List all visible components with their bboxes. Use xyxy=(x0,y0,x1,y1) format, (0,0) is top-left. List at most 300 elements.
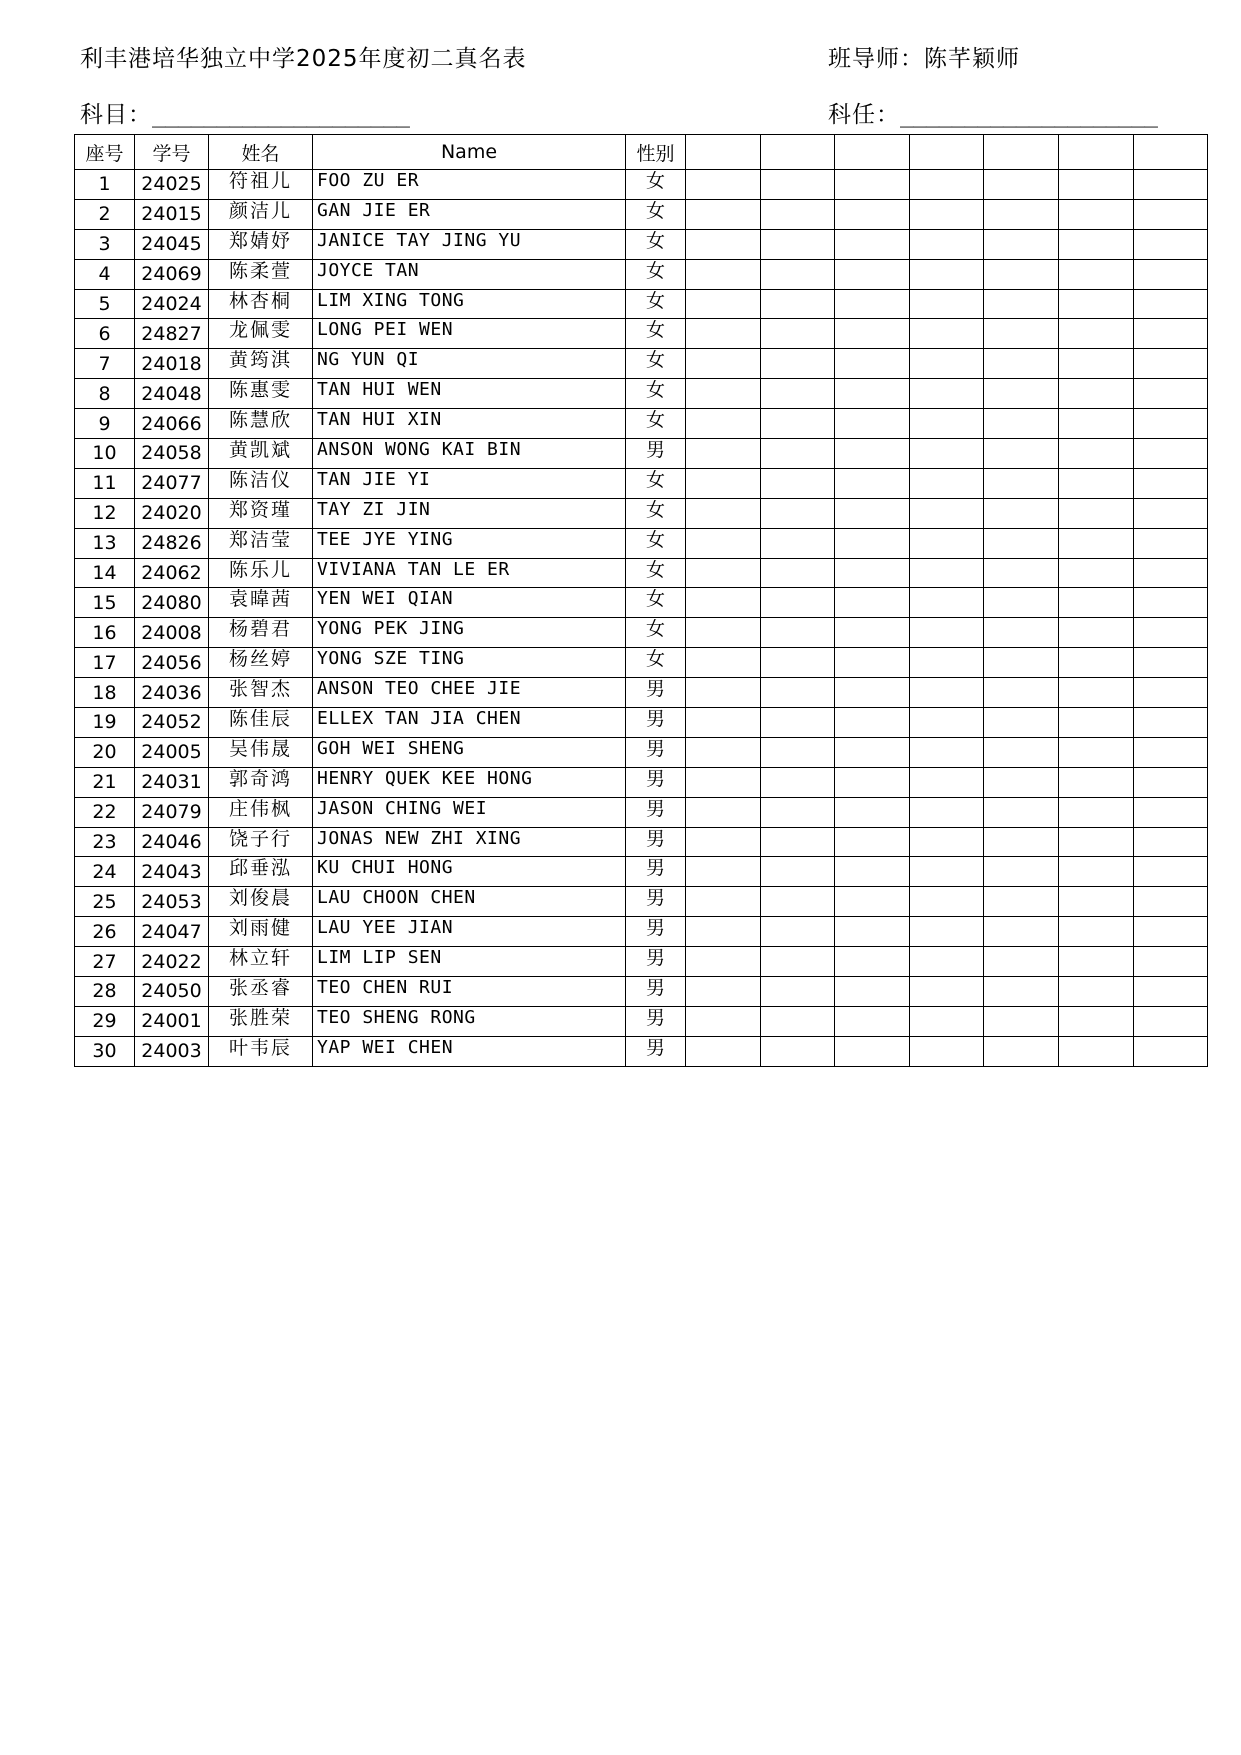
name-cell: ANSON WONG KAI BIN xyxy=(313,439,626,469)
blank-cell[interactable] xyxy=(686,468,761,498)
blank-cell[interactable] xyxy=(910,588,984,618)
blank-cell[interactable] xyxy=(761,1006,835,1036)
blank-cell[interactable] xyxy=(910,558,984,588)
blank-cell[interactable] xyxy=(1059,588,1134,618)
blank-cell[interactable] xyxy=(686,917,761,947)
table-row xyxy=(75,857,1208,887)
blank-cell[interactable] xyxy=(984,558,1059,588)
blank-cell[interactable] xyxy=(835,199,910,229)
blank-cell[interactable] xyxy=(686,229,761,259)
chinese-name-cell: 杨丝婷 xyxy=(209,648,313,678)
blank-cell[interactable] xyxy=(686,678,761,708)
blank-cell[interactable] xyxy=(835,319,910,349)
blank-cell[interactable] xyxy=(1134,678,1208,708)
seat-cell: 13 xyxy=(75,528,135,558)
student-id-cell: 24015 xyxy=(135,199,209,229)
blank-cell[interactable] xyxy=(1134,199,1208,229)
blank-cell[interactable] xyxy=(910,797,984,827)
blank-cell[interactable] xyxy=(835,349,910,379)
blank-cell[interactable] xyxy=(1059,468,1134,498)
blank-cell[interactable] xyxy=(1134,229,1208,259)
name-cell: YONG SZE TING xyxy=(313,648,626,678)
blank-cell[interactable] xyxy=(984,439,1059,469)
blank-cell[interactable] xyxy=(835,468,910,498)
blank-cell[interactable] xyxy=(761,857,835,887)
name-cell: TAN HUI WEN xyxy=(313,379,626,409)
name-cell: JANICE TAY JING YU xyxy=(313,229,626,259)
student-id-cell: 24052 xyxy=(135,708,209,738)
blank-cell[interactable] xyxy=(761,947,835,977)
blank-cell[interactable] xyxy=(835,229,910,259)
gender-cell: 女 xyxy=(626,229,686,259)
col-seat-header: 座号 xyxy=(75,135,135,170)
blank-cell[interactable] xyxy=(686,498,761,528)
blank-cell[interactable] xyxy=(1134,409,1208,439)
gender-cell: 男 xyxy=(626,797,686,827)
blank-cell[interactable] xyxy=(984,827,1059,857)
gender-cell: 女 xyxy=(626,289,686,319)
blank-cell[interactable] xyxy=(910,767,984,797)
chinese-name-cell: 黄凯斌 xyxy=(209,439,313,469)
chinese-name-cell: 陈柔萱 xyxy=(209,259,313,289)
student-id-cell: 24827 xyxy=(135,319,209,349)
blank-cell[interactable] xyxy=(984,199,1059,229)
blank-cell[interactable] xyxy=(1059,289,1134,319)
blank-cell[interactable] xyxy=(761,468,835,498)
blank-cell[interactable] xyxy=(835,439,910,469)
blank-cell[interactable] xyxy=(686,708,761,738)
blank-cell[interactable] xyxy=(984,409,1059,439)
blank-cell[interactable] xyxy=(984,379,1059,409)
gender-cell: 女 xyxy=(626,409,686,439)
student-id-cell: 24020 xyxy=(135,498,209,528)
table-row xyxy=(75,528,1208,558)
blank-cell[interactable] xyxy=(686,259,761,289)
blank-cell[interactable] xyxy=(686,379,761,409)
chinese-name-cell: 陈惠雯 xyxy=(209,379,313,409)
blank-cell[interactable] xyxy=(910,349,984,379)
blank-cell[interactable] xyxy=(910,917,984,947)
blank-cell[interactable] xyxy=(686,199,761,229)
blank-cell[interactable] xyxy=(984,170,1059,200)
blank-cell[interactable] xyxy=(686,797,761,827)
blank-cell[interactable] xyxy=(761,379,835,409)
blank-cell[interactable] xyxy=(984,618,1059,648)
blank-cell[interactable] xyxy=(686,528,761,558)
blank-cell[interactable] xyxy=(910,737,984,767)
blank-cell[interactable] xyxy=(761,678,835,708)
blank-cell[interactable] xyxy=(1134,289,1208,319)
blank-cell[interactable] xyxy=(686,767,761,797)
seat-cell: 25 xyxy=(75,887,135,917)
blank-cell[interactable] xyxy=(1059,199,1134,229)
blank-cell[interactable] xyxy=(1059,439,1134,469)
student-id-cell: 24024 xyxy=(135,289,209,319)
blank-cell[interactable] xyxy=(1134,170,1208,200)
col-id-header: 学号 xyxy=(135,135,209,170)
blank-cell[interactable] xyxy=(1134,977,1208,1007)
blank-cell[interactable] xyxy=(1059,349,1134,379)
table-row xyxy=(75,349,1208,379)
blank-cell[interactable] xyxy=(984,767,1059,797)
student-id-cell: 24045 xyxy=(135,229,209,259)
blank-cell[interactable] xyxy=(686,1006,761,1036)
blank-cell[interactable] xyxy=(686,887,761,917)
name-cell: LIM LIP SEN xyxy=(313,947,626,977)
blank-cell[interactable] xyxy=(761,648,835,678)
blank-cell[interactable] xyxy=(1059,259,1134,289)
seat-cell: 18 xyxy=(75,678,135,708)
blank-cell[interactable] xyxy=(984,349,1059,379)
blank-cell[interactable] xyxy=(1059,887,1134,917)
blank-cell[interactable] xyxy=(984,259,1059,289)
student-id-cell: 24077 xyxy=(135,468,209,498)
table-row xyxy=(75,199,1208,229)
blank-cell[interactable] xyxy=(761,259,835,289)
blank-cell[interactable] xyxy=(686,439,761,469)
seat-cell: 10 xyxy=(75,439,135,469)
student-id-cell: 24047 xyxy=(135,917,209,947)
blank-cell[interactable] xyxy=(910,319,984,349)
chinese-name-cell: 袁暐茜 xyxy=(209,588,313,618)
chinese-name-cell: 龙佩雯 xyxy=(209,319,313,349)
blank-cell[interactable] xyxy=(686,827,761,857)
blank-cell[interactable] xyxy=(984,648,1059,678)
blank-cell[interactable] xyxy=(835,678,910,708)
gender-cell: 男 xyxy=(626,947,686,977)
blank-cell[interactable] xyxy=(1134,887,1208,917)
subject-label: 科目： xyxy=(80,102,152,128)
name-cell: FOO ZU ER xyxy=(313,170,626,200)
blank-cell[interactable] xyxy=(1059,857,1134,887)
student-id-cell: 24018 xyxy=(135,349,209,379)
chinese-name-cell: 郑婧妤 xyxy=(209,229,313,259)
blank-cell[interactable] xyxy=(1134,349,1208,379)
seat-cell: 16 xyxy=(75,618,135,648)
blank-cell[interactable] xyxy=(1134,558,1208,588)
blank-cell[interactable] xyxy=(1059,737,1134,767)
student-id-cell: 24003 xyxy=(135,1036,209,1066)
name-cell: JONAS NEW ZHI XING xyxy=(313,827,626,857)
blank-cell[interactable] xyxy=(686,349,761,379)
blank-cell[interactable] xyxy=(1059,379,1134,409)
table-row xyxy=(75,708,1208,738)
blank-cell[interactable] xyxy=(686,170,761,200)
blank-cell[interactable] xyxy=(761,289,835,319)
seat-cell: 5 xyxy=(75,289,135,319)
blank-cell[interactable] xyxy=(1134,917,1208,947)
blank-cell[interactable] xyxy=(1134,827,1208,857)
blank-cell[interactable] xyxy=(1059,977,1134,1007)
blank-cell[interactable] xyxy=(761,409,835,439)
student-id-cell: 24022 xyxy=(135,947,209,977)
blank-cell[interactable] xyxy=(761,439,835,469)
blank-cell[interactable] xyxy=(686,289,761,319)
blank-cell[interactable] xyxy=(761,319,835,349)
blank-cell[interactable] xyxy=(910,977,984,1007)
blank-cell[interactable] xyxy=(1134,1006,1208,1036)
blank-cell[interactable] xyxy=(835,528,910,558)
blank-cell[interactable] xyxy=(1059,678,1134,708)
blank-cell[interactable] xyxy=(1134,767,1208,797)
blank-cell[interactable] xyxy=(686,319,761,349)
blank-cell[interactable] xyxy=(761,170,835,200)
blank-cell[interactable] xyxy=(835,737,910,767)
student-id-cell: 24048 xyxy=(135,379,209,409)
name-cell: TAY ZI JIN xyxy=(313,498,626,528)
student-id-cell: 24079 xyxy=(135,797,209,827)
blank-cell[interactable] xyxy=(910,170,984,200)
gender-cell: 女 xyxy=(626,349,686,379)
blank-cell[interactable] xyxy=(835,977,910,1007)
chinese-name-cell: 符祖儿 xyxy=(209,170,313,200)
blank-cell[interactable] xyxy=(910,887,984,917)
blank-cell[interactable] xyxy=(761,588,835,618)
blank-cell[interactable] xyxy=(1059,229,1134,259)
blank-cell[interactable] xyxy=(910,379,984,409)
blank-cell[interactable] xyxy=(1059,409,1134,439)
blank-cell[interactable] xyxy=(761,767,835,797)
blank-cell[interactable] xyxy=(910,827,984,857)
gender-cell: 女 xyxy=(626,588,686,618)
blank-cell[interactable] xyxy=(910,409,984,439)
blank-cell[interactable] xyxy=(910,289,984,319)
blank-cell[interactable] xyxy=(761,558,835,588)
blank-cell[interactable] xyxy=(835,259,910,289)
blank-cell[interactable] xyxy=(686,857,761,887)
blank-cell[interactable] xyxy=(761,917,835,947)
gender-cell: 男 xyxy=(626,977,686,1007)
table-row xyxy=(75,468,1208,498)
blank-cell[interactable] xyxy=(1134,857,1208,887)
blank-cell[interactable] xyxy=(910,199,984,229)
blank-cell[interactable] xyxy=(835,588,910,618)
chinese-name-cell: 颜洁儿 xyxy=(209,199,313,229)
blank-cell[interactable] xyxy=(835,917,910,947)
blank-cell[interactable] xyxy=(1059,528,1134,558)
chinese-name-cell: 庄伟枫 xyxy=(209,797,313,827)
blank-cell[interactable] xyxy=(835,947,910,977)
name-cell: VIVIANA TAN LE ER xyxy=(313,558,626,588)
blank-cell[interactable] xyxy=(1134,1036,1208,1066)
gender-cell: 男 xyxy=(626,1036,686,1066)
blank-cell[interactable] xyxy=(835,498,910,528)
gender-cell: 女 xyxy=(626,199,686,229)
blank-cell[interactable] xyxy=(835,618,910,648)
blank-cell[interactable] xyxy=(835,558,910,588)
blank-cell[interactable] xyxy=(984,857,1059,887)
blank-cell[interactable] xyxy=(910,947,984,977)
table-row xyxy=(75,319,1208,349)
blank-cell[interactable] xyxy=(1134,498,1208,528)
blank-cell[interactable] xyxy=(1059,170,1134,200)
blank-cell[interactable] xyxy=(910,648,984,678)
blank-cell[interactable] xyxy=(910,259,984,289)
blank-cell[interactable] xyxy=(761,1036,835,1066)
gender-cell: 男 xyxy=(626,708,686,738)
blank-cell[interactable] xyxy=(984,797,1059,827)
blank-cell[interactable] xyxy=(761,977,835,1007)
blank-cell[interactable] xyxy=(1134,708,1208,738)
blank-cell[interactable] xyxy=(1134,319,1208,349)
blank-cell[interactable] xyxy=(910,498,984,528)
blank-cell[interactable] xyxy=(686,588,761,618)
blank-cell[interactable] xyxy=(835,708,910,738)
seat-cell: 15 xyxy=(75,588,135,618)
blank-cell[interactable] xyxy=(761,618,835,648)
table-row xyxy=(75,588,1208,618)
blank-cell[interactable] xyxy=(910,528,984,558)
blank-cell[interactable] xyxy=(984,319,1059,349)
seat-cell: 19 xyxy=(75,708,135,738)
blank-cell[interactable] xyxy=(761,797,835,827)
blank-cell[interactable] xyxy=(910,618,984,648)
table-row xyxy=(75,737,1208,767)
seat-cell: 30 xyxy=(75,1036,135,1066)
blank-cell[interactable] xyxy=(1134,439,1208,469)
blank-cell[interactable] xyxy=(984,588,1059,618)
chinese-name-cell: 杨碧君 xyxy=(209,618,313,648)
blank-cell[interactable] xyxy=(835,289,910,319)
blank-cell[interactable] xyxy=(910,468,984,498)
blank-cell[interactable] xyxy=(1134,259,1208,289)
blank-cell[interactable] xyxy=(1134,797,1208,827)
blank-cell[interactable] xyxy=(984,887,1059,917)
blank-cell[interactable] xyxy=(686,618,761,648)
seat-cell: 20 xyxy=(75,737,135,767)
chinese-name-cell: 张智杰 xyxy=(209,678,313,708)
subject-field xyxy=(80,96,409,129)
blank-cell[interactable] xyxy=(1059,1006,1134,1036)
blank-cell[interactable] xyxy=(910,439,984,469)
blank-cell[interactable] xyxy=(984,708,1059,738)
blank-cell[interactable] xyxy=(761,827,835,857)
name-cell: YONG PEK JING xyxy=(313,618,626,648)
blank-cell[interactable] xyxy=(1059,827,1134,857)
blank-cell[interactable] xyxy=(835,767,910,797)
blank-cell[interactable] xyxy=(984,977,1059,1007)
gender-cell: 男 xyxy=(626,439,686,469)
class-teacher: 班导师：陈芊颖师 xyxy=(828,46,1020,72)
blank-cell[interactable] xyxy=(686,558,761,588)
blank-cell[interactable] xyxy=(1134,648,1208,678)
gender-cell: 女 xyxy=(626,259,686,289)
blank-cell[interactable] xyxy=(910,229,984,259)
blank-cell[interactable] xyxy=(984,468,1059,498)
blank-cell[interactable] xyxy=(984,289,1059,319)
gender-cell: 男 xyxy=(626,827,686,857)
blank-cell[interactable] xyxy=(910,708,984,738)
chinese-name-cell: 郑资瑾 xyxy=(209,498,313,528)
blank-cell[interactable] xyxy=(984,917,1059,947)
blank-cell[interactable] xyxy=(761,737,835,767)
blank-cell[interactable] xyxy=(910,678,984,708)
blank-cell[interactable] xyxy=(984,737,1059,767)
col-name-header: Name xyxy=(313,135,626,170)
student-id-cell: 24036 xyxy=(135,678,209,708)
blank-cell[interactable] xyxy=(835,170,910,200)
blank-cell[interactable] xyxy=(1059,498,1134,528)
chinese-name-cell: 林杏桐 xyxy=(209,289,313,319)
blank-cell[interactable] xyxy=(686,977,761,1007)
blank-cell[interactable] xyxy=(761,708,835,738)
blank-cell[interactable] xyxy=(910,1006,984,1036)
blank-cell[interactable] xyxy=(1059,767,1134,797)
blank-cell[interactable] xyxy=(761,498,835,528)
blank-cell[interactable] xyxy=(1059,947,1134,977)
blank-cell[interactable] xyxy=(1134,528,1208,558)
blank-cell[interactable] xyxy=(1059,648,1134,678)
blank-cell[interactable] xyxy=(686,947,761,977)
blank-cell[interactable] xyxy=(1134,947,1208,977)
seat-cell: 14 xyxy=(75,558,135,588)
blank-cell[interactable] xyxy=(1059,558,1134,588)
blank-cell[interactable] xyxy=(761,199,835,229)
blank-cell[interactable] xyxy=(1134,588,1208,618)
name-cell: ANSON TEO CHEE JIE xyxy=(313,678,626,708)
blank-cell[interactable] xyxy=(1059,319,1134,349)
blank-header xyxy=(835,135,910,170)
name-cell: TAN HUI XIN xyxy=(313,409,626,439)
blank-cell[interactable] xyxy=(835,379,910,409)
blank-cell[interactable] xyxy=(984,678,1059,708)
blank-cell[interactable] xyxy=(686,1036,761,1066)
blank-cell[interactable] xyxy=(910,1036,984,1066)
gender-cell: 女 xyxy=(626,379,686,409)
blank-cell[interactable] xyxy=(835,1006,910,1036)
blank-cell[interactable] xyxy=(835,648,910,678)
blank-cell[interactable] xyxy=(1134,468,1208,498)
blank-cell[interactable] xyxy=(761,528,835,558)
blank-cell[interactable] xyxy=(1059,618,1134,648)
name-cell: LONG PEI WEN xyxy=(313,319,626,349)
blank-cell[interactable] xyxy=(835,827,910,857)
table-row xyxy=(75,439,1208,469)
blank-cell[interactable] xyxy=(984,1006,1059,1036)
blank-cell[interactable] xyxy=(984,1036,1059,1066)
seat-cell: 3 xyxy=(75,229,135,259)
blank-cell[interactable] xyxy=(761,229,835,259)
blank-cell[interactable] xyxy=(835,797,910,827)
blank-cell[interactable] xyxy=(761,349,835,379)
blank-cell[interactable] xyxy=(686,409,761,439)
blank-cell[interactable] xyxy=(984,528,1059,558)
student-id-cell: 24053 xyxy=(135,887,209,917)
blank-cell[interactable] xyxy=(1059,917,1134,947)
table-row xyxy=(75,917,1208,947)
chinese-name-cell: 陈乐儿 xyxy=(209,558,313,588)
blank-cell[interactable] xyxy=(1134,737,1208,767)
blank-cell[interactable] xyxy=(1059,708,1134,738)
blank-cell[interactable] xyxy=(835,857,910,887)
blank-cell[interactable] xyxy=(1134,379,1208,409)
blank-cell[interactable] xyxy=(761,887,835,917)
blank-cell[interactable] xyxy=(686,648,761,678)
blank-cell[interactable] xyxy=(835,887,910,917)
blank-cell[interactable] xyxy=(1059,1036,1134,1066)
blank-cell[interactable] xyxy=(835,1036,910,1066)
blank-cell[interactable] xyxy=(984,498,1059,528)
blank-cell[interactable] xyxy=(1059,797,1134,827)
chinese-name-cell: 刘雨健 xyxy=(209,917,313,947)
blank-cell[interactable] xyxy=(835,409,910,439)
blank-cell[interactable] xyxy=(910,857,984,887)
blank-cell[interactable] xyxy=(984,229,1059,259)
blank-cell[interactable] xyxy=(1134,618,1208,648)
blank-cell[interactable] xyxy=(984,947,1059,977)
blank-cell[interactable] xyxy=(686,737,761,767)
student-id-cell: 24069 xyxy=(135,259,209,289)
